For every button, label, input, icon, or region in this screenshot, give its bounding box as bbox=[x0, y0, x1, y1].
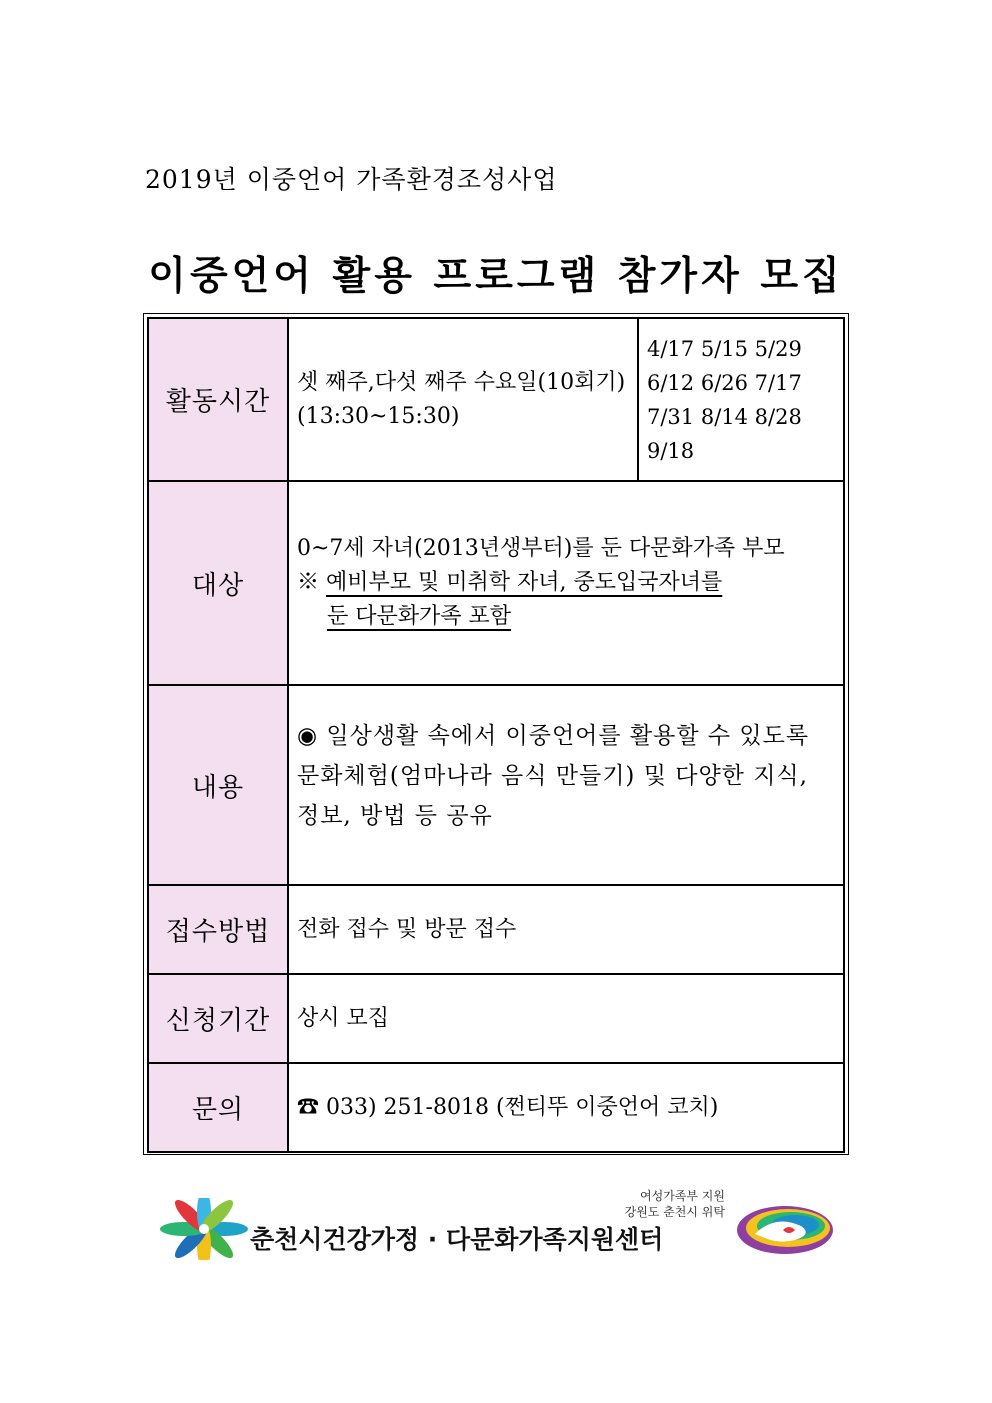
center-logo-icon bbox=[735, 1204, 835, 1260]
document-title: 이중언어 활용 프로그램 참가자 모집 bbox=[148, 253, 844, 299]
method-value: 전화 접수 및 방문 접수 bbox=[288, 885, 844, 974]
organization-name: 춘천시건강가정 · 다문화가족지원센터 bbox=[250, 1225, 664, 1254]
contact-value: ☎ 033) 251-8018 (쩐티뚜 이중언어 코치) bbox=[288, 1063, 844, 1152]
dates-line: 4/17 5/15 5/29 bbox=[647, 336, 802, 361]
row-target bbox=[148, 481, 844, 685]
target-note-line2: 둔 다문화가족 포함 bbox=[327, 604, 512, 629]
support-info bbox=[560, 1188, 725, 1220]
schedule-value bbox=[288, 318, 638, 481]
support-line: 여성가족부 지원 bbox=[640, 1189, 725, 1203]
target-note-cont bbox=[297, 600, 835, 634]
row-method bbox=[148, 885, 844, 974]
contact-label: 문의 bbox=[148, 1063, 288, 1152]
content-value: ◉ 일상생활 속에서 이중언어를 활용할 수 있도록 문화체험(엄마나라 음식 만들기) 및 다양한 지식, 정보, 방법 등 공유 bbox=[288, 685, 844, 885]
period-label: 신청기간 bbox=[148, 974, 288, 1063]
content-label: 내용 bbox=[148, 685, 288, 885]
schedule-time: (13:30~15:30) bbox=[297, 403, 460, 429]
note-mark: ※ bbox=[297, 570, 320, 595]
row-schedule bbox=[148, 318, 844, 481]
schedule-days: 셋 째주,다섯 째주 수요일(10회기) bbox=[297, 369, 626, 395]
row-contact bbox=[148, 1063, 844, 1152]
period-value: 상시 모집 bbox=[288, 974, 844, 1063]
document-subtitle: 2019년 이중언어 가족환경조성사업 bbox=[145, 165, 558, 194]
target-note-line1: 예비부모 및 미취학 자녀, 중도입국자녀를 bbox=[326, 570, 723, 595]
dates-line: 7/31 8/14 8/28 bbox=[647, 404, 802, 429]
dates-line: 6/12 6/26 7/17 bbox=[647, 370, 802, 395]
target-value bbox=[288, 481, 844, 685]
schedule-label: 활동시간 bbox=[148, 318, 288, 481]
info-table bbox=[143, 313, 849, 1155]
method-label: 접수방법 bbox=[148, 885, 288, 974]
dates-line: 9/18 bbox=[647, 438, 695, 463]
support-line: 강원도 춘천시 위탁 bbox=[624, 1205, 725, 1219]
target-label: 대상 bbox=[148, 481, 288, 685]
row-period bbox=[148, 974, 844, 1063]
schedule-dates bbox=[638, 318, 844, 481]
pinwheel-logo-icon bbox=[160, 1198, 248, 1264]
target-main: 0~7세 자녀(2013년생부터)를 둔 다문화가족 부모 bbox=[297, 536, 785, 561]
target-note bbox=[297, 566, 835, 600]
row-content bbox=[148, 685, 844, 885]
